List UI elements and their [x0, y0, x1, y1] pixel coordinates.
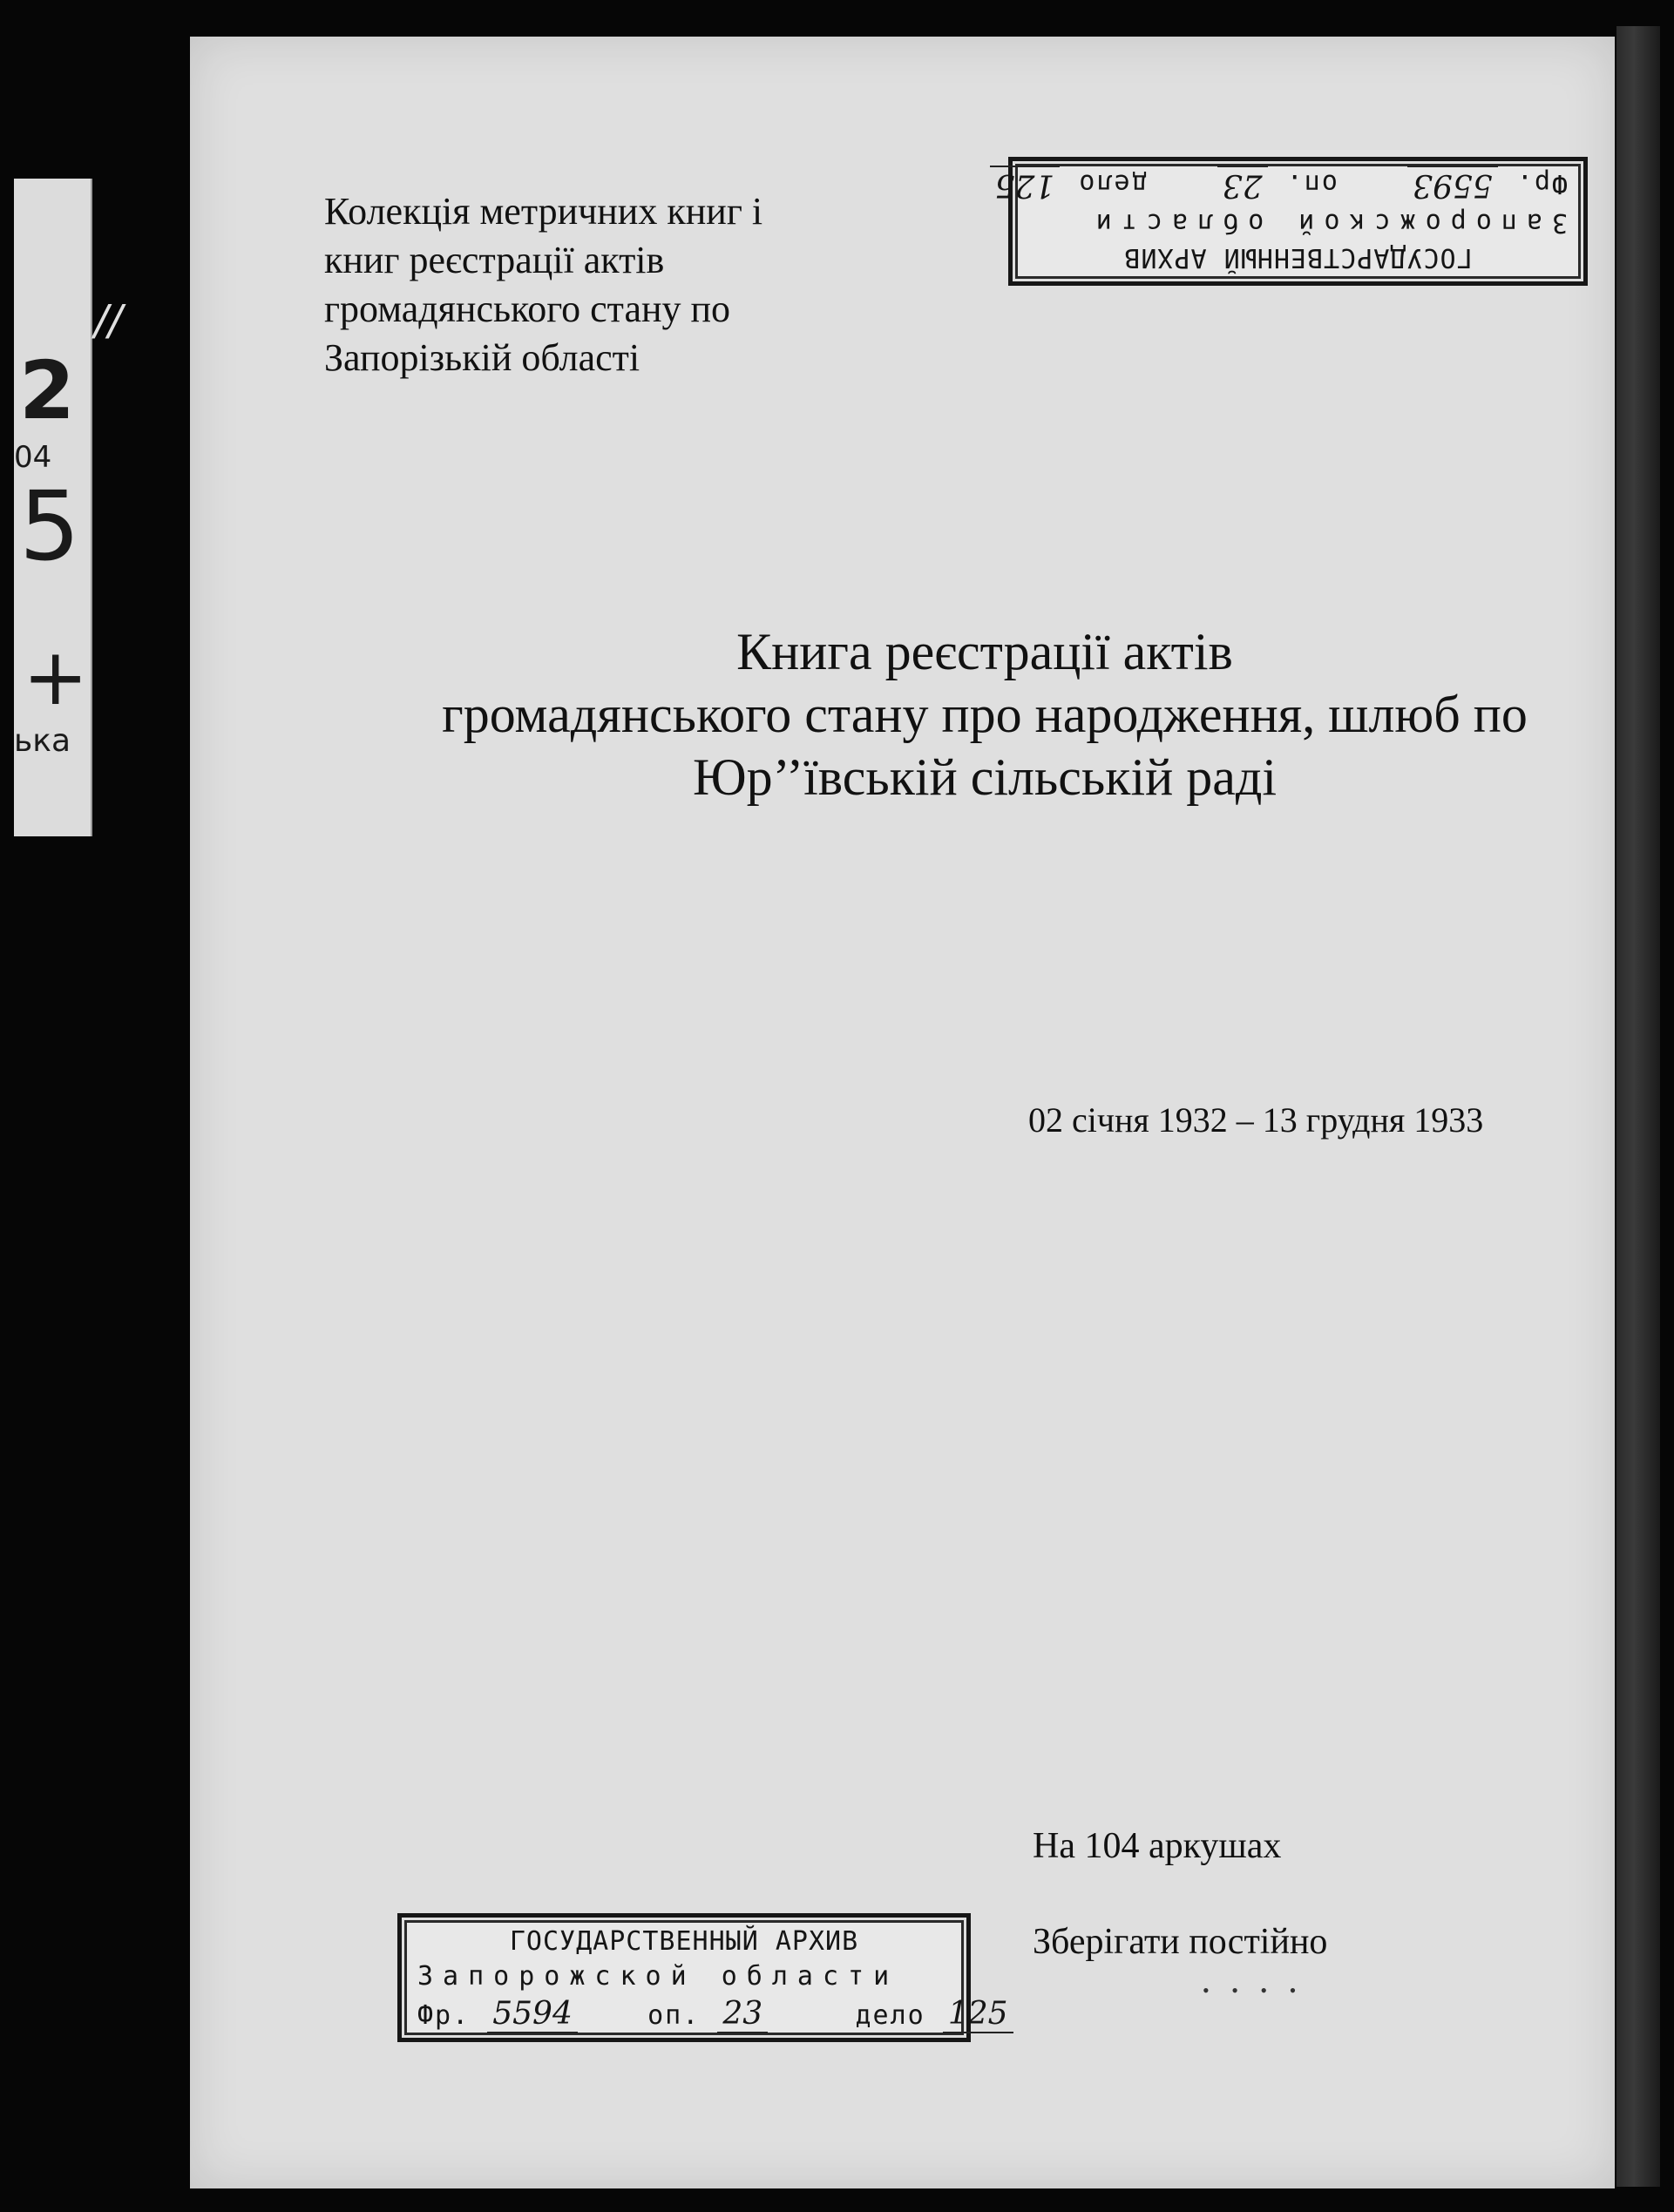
collection-line: громадянського стану по [324, 287, 731, 330]
backing-board [1616, 26, 1660, 2187]
stamp-top-file-label: дело [1077, 168, 1148, 199]
stamp-top-archive: ГОСУДАРСТВЕННЫЙ АРХИВ [1123, 242, 1473, 273]
scan-specks: • • • • [1203, 1979, 1305, 2001]
collection-title [324, 187, 952, 382]
stamp-bottom-fund-label: Фр. [417, 2000, 471, 2031]
stamp-top-file-value: 125 [990, 166, 1061, 203]
collection-line: Колекція метричних книг і [324, 190, 763, 233]
spine-line-4: + [23, 632, 89, 723]
stamp-bottom-file-value: 125 [943, 1996, 1013, 2033]
spine-label [14, 179, 92, 836]
archive-stamp-bottom [397, 1913, 1008, 2042]
book-title-line: Книга реєстрації актів [736, 623, 1233, 680]
stamp-bottom-fund-value: 5594 [487, 1996, 578, 2033]
stamp-top-inventory-label: оп. [1284, 168, 1338, 199]
stamp-bottom-inventory-label: оп. [647, 2000, 701, 2031]
stamp-top-numbers [994, 167, 1568, 203]
spine-line-1: 2 [19, 344, 76, 437]
stamp-top-fund-value: 5593 [1407, 166, 1498, 203]
spine-line-3: 5 [19, 470, 80, 582]
stamp-top-region: Запорожской области [1086, 207, 1568, 238]
spine-line-5: ька [14, 723, 71, 759]
collection-line: книг реєстрації актів [324, 239, 665, 281]
collection-line: Запорізькій області [324, 336, 640, 379]
archive-stamp-top [994, 157, 1588, 286]
book-title-line: громадянського стану про народження, шлюб по [442, 686, 1528, 743]
retention-note: Зберігати постійно [1033, 1922, 1328, 1962]
book-title-line: Юр’’ївській сільській раді [692, 748, 1278, 806]
stamp-bottom-region: Запорожской области [417, 1961, 899, 1992]
spine-line-2: 04 [14, 440, 52, 475]
stamp-top-inventory-value: 23 [1217, 166, 1268, 203]
stamp-bottom-numbers [417, 1996, 1008, 2032]
date-range: 02 січня 1932 – 13 грудня 1933 [1028, 1100, 1484, 1140]
book-title [366, 620, 1603, 808]
stamp-top-fund-label: Фр. [1515, 168, 1568, 199]
sheet-count: На 104 аркушах [1033, 1826, 1282, 1866]
stamp-bottom-inventory-value: 23 [717, 1996, 768, 2033]
stamp-bottom-file-label: дело [855, 2000, 925, 2031]
stamp-bottom-archive: ГОСУДАРСТВЕННЫЙ АРХИВ [509, 1926, 859, 1957]
page-mark: // [94, 296, 123, 345]
